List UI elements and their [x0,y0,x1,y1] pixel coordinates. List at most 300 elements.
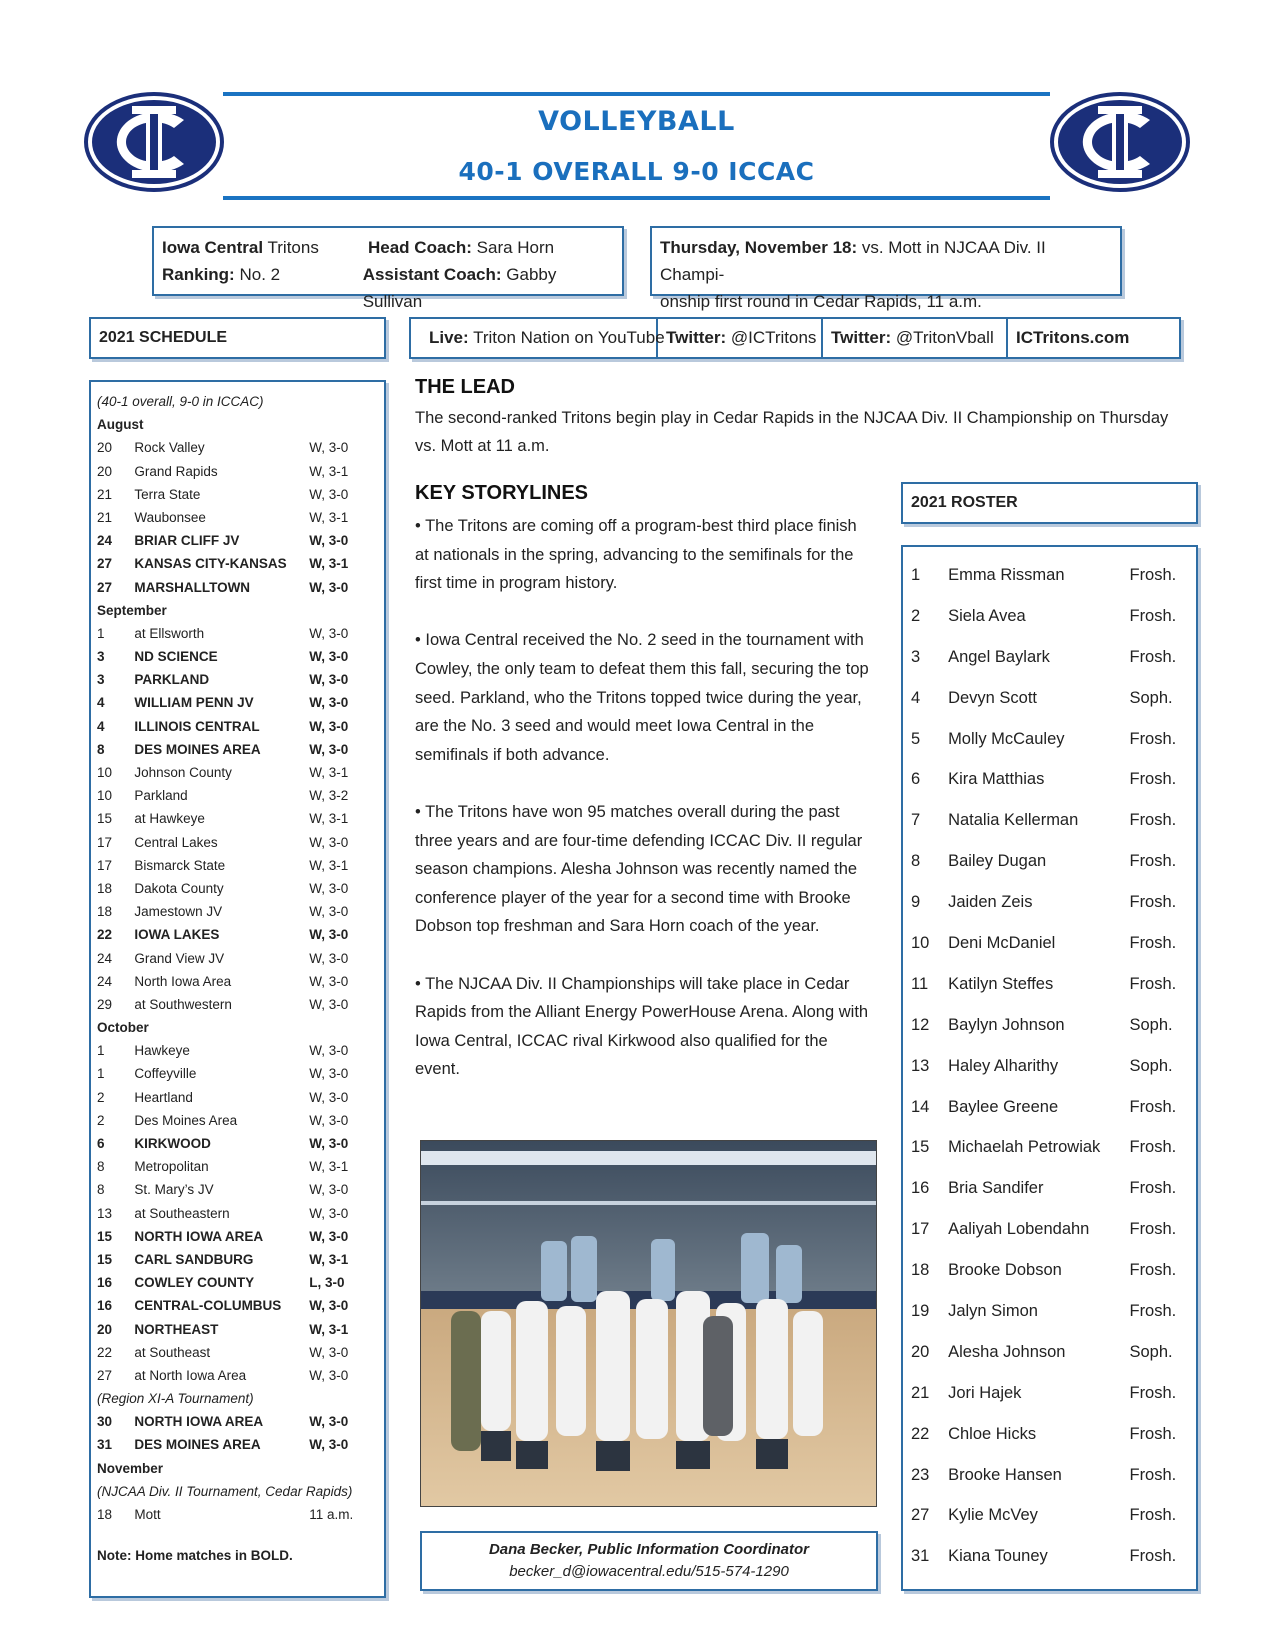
game-date: 3 [97,672,105,688]
roster-row [911,923,1188,964]
game-date: 8 [97,1159,105,1175]
game-opponent: WILLIAM PENN JV [134,695,254,711]
game-date: 22 [97,1344,113,1360]
schedule-row [97,1109,378,1132]
roster-row [911,1536,1188,1577]
game-opponent: Grand View JV [134,950,225,966]
ranking-label: Ranking: [162,265,235,284]
schedule-row [97,460,378,483]
roster-row [911,1087,1188,1128]
game-opponent: IOWA LAKES [134,927,220,943]
player-name: Jori Hajek [948,1383,1022,1402]
schedule-summary: (40-1 overall, 9-0 in ICCAC) [97,394,264,409]
link-twitter-ictritons[interactable]: Twitter: @ICTritons [658,319,823,357]
storylines [415,512,875,1112]
game-date: 18 [97,880,113,896]
schedule-row [97,552,378,575]
game-opponent: Johnson County [134,765,232,780]
player-number: 13 [911,1056,930,1075]
game-date: 29 [97,996,113,1012]
game-date: 21 [97,486,113,502]
game-date: 20 [97,463,113,479]
schedule-row [97,506,378,529]
game-opponent: Bismarck State [134,857,226,873]
ranking-value: No. 2 [234,265,281,284]
game-opponent: Waubonsee [134,509,206,525]
roster-list [911,555,1188,1577]
game-result: W, 3-1 [309,857,349,873]
storyline-4: • The NJCAA Div. II Championships will take place in Cedar Rapids from the Alliant Energy PowerHouse Arena. Along with Iowa Central, ICCAC rival Kirkwood also qualified for the event. [415,974,869,1079]
player-number: 15 [911,1138,930,1157]
schedule-row [97,1202,378,1225]
roster-row [911,759,1188,800]
game-result: W, 3-0 [309,880,349,896]
schedule-row [97,529,378,552]
schedule-row [97,483,378,506]
schedule-row [97,970,378,993]
game-result: W, 3-0 [309,1066,349,1082]
game-opponent: North Iowa Area [134,973,232,989]
game-date: 16 [97,1298,113,1314]
game-opponent: at Southeast [134,1344,211,1360]
game-opponent: NORTHEAST [134,1321,219,1337]
player-number: 10 [911,934,930,953]
game-result: W, 3-1 [309,1159,349,1175]
player-number: 17 [911,1220,930,1239]
game-result: W, 3-0 [309,1112,349,1128]
game-result: W, 3-1 [309,463,349,479]
schedule-row [97,1062,378,1085]
game-opponent: CENTRAL-COLUMBUS [134,1298,282,1314]
game-opponent: at Hawkeye [134,811,205,827]
schedule-row [97,1410,378,1433]
game-opponent: at Southwestern [134,996,232,1012]
schedule-row [97,1132,378,1155]
ic-logo-right [1050,92,1190,192]
game-result: W, 3-2 [309,788,349,804]
storyline-1: • The Tritons are coming off a program-best third place finish at nationals in the spring, advancing to the semifinals for the first time in program history. [415,517,857,593]
roster-row [911,719,1188,760]
game-result: W, 3-1 [309,1251,349,1267]
game-result: W, 3-0 [309,996,349,1012]
game-date: 20 [97,1321,113,1337]
title-block [223,92,1050,200]
roster-row [911,596,1188,637]
link-twitter-tritonvball[interactable]: Twitter: @TritonVball [823,319,1008,357]
player-year: Frosh. [1129,566,1177,584]
game-date: 21 [97,509,113,525]
roster-row [911,1250,1188,1291]
game-opponent: Terra State [134,486,201,502]
game-text-2: onship first round in Cedar Rapids, 11 a.m. [660,292,982,311]
roster-row [911,1332,1188,1373]
game-result: 11 a.m. [309,1507,354,1522]
roster-row [911,678,1188,719]
ic-logo-left [84,92,224,192]
roster-row [911,964,1188,1005]
schedule-box [89,380,386,1598]
storylines-title: KEY STORYLINES [415,482,589,504]
schedule-row [97,738,378,761]
roster-box [901,545,1198,1591]
player-name: Natalia Kellerman [948,811,1079,830]
asst-coach-value: Gabby Sullivan [362,265,557,311]
game-date: 17 [97,857,113,873]
season-record: 40-1 OVERALL 9-0 ICCAC [458,157,815,186]
roster-row [911,1373,1188,1414]
roster-heading: 2021 ROSTER [901,482,1198,524]
game-opponent: NORTH IOWA AREA [134,1228,264,1244]
schedule-row [97,576,378,599]
game-opponent: KIRKWOOD [134,1136,211,1151]
game-result: W, 3-0 [309,1367,349,1383]
schedule-row [97,900,378,923]
player-year: Soph. [1129,1056,1173,1075]
game-date: 10 [97,765,113,780]
schedule-row [97,436,378,459]
player-name: Baylyn Johnson [948,1015,1065,1034]
player-year: Frosh. [1129,1547,1177,1566]
team-photo [420,1140,877,1507]
game-result: W, 3-1 [309,1321,349,1337]
player-number: 14 [911,1097,930,1116]
player-number: 27 [911,1506,930,1525]
player-name: Bailey Dugan [948,852,1047,871]
game-opponent: COWLEY COUNTY [134,1275,255,1291]
school-mascot: Tritons [263,238,319,257]
schedule-row [97,1271,378,1294]
game-date: 15 [97,811,113,827]
team-info-box [152,226,624,311]
player-number: 22 [911,1424,930,1443]
month-october: October [97,1020,149,1036]
schedule-row [97,1294,378,1317]
player-number: 7 [911,811,921,830]
lead-text: The second-ranked Tritons begin play in Cedar Rapids in the NJCAA Div. II Championship on Thursday vs. Mott at 11 a.m. [415,409,1169,455]
player-year: Frosh. [1129,729,1177,748]
player-year: Soph. [1129,1342,1173,1361]
game-date: 20 [97,440,113,456]
game-opponent: Mott [134,1507,161,1522]
player-name: Molly McCauley [948,729,1065,748]
schedule-row [97,1341,378,1364]
game-opponent: DES MOINES AREA [134,741,261,757]
player-name: Deni McDaniel [948,934,1056,953]
player-year: Frosh. [1129,974,1177,993]
roster-row [911,1168,1188,1209]
schedule-row [97,784,378,807]
game-result: W, 3-0 [309,672,349,688]
game-result: W, 3-0 [309,1344,349,1360]
game-date: 30 [97,1414,113,1430]
game-result: L, 3-0 [309,1275,345,1291]
roster-row [911,637,1188,678]
roster-row [911,841,1188,882]
game-result: W, 3-0 [309,1136,349,1151]
roster-row [911,555,1188,596]
roster-row [911,1455,1188,1496]
november-games [97,1503,378,1526]
roster-row [911,1209,1188,1250]
schedule-row [97,691,378,714]
game-date: 3 [97,649,105,665]
player-year: Frosh. [1129,1424,1177,1443]
game-opponent: ND SCIENCE [134,649,218,665]
game-date: 27 [97,556,113,572]
tournament-note: (NJCAA Div. II Tournament, Cedar Rapids) [97,1483,353,1499]
player-year: Frosh. [1129,1302,1177,1321]
schedule-row [97,1086,378,1109]
game-result: W, 3-0 [309,440,349,456]
player-name: Baylee Greene [948,1097,1059,1116]
schedule-row [97,645,378,668]
player-number: 2 [911,606,921,625]
storyline-3: • The Tritons have won 95 matches overall during the past three years and are four-time defending ICCAC Div. II regular season champions. Alesha Johnson was recently named the conference player of the year for a second time with Brooke Dobson top freshman and Sara Horn coach of the year. [415,802,863,936]
roster-row [911,882,1188,923]
player-number: 4 [911,688,921,707]
player-year: Frosh. [1129,770,1177,789]
game-result: W, 3-0 [309,649,349,665]
game-result: W, 3-1 [309,509,349,525]
player-number: 20 [911,1342,930,1361]
roster-row [911,800,1188,841]
game-opponent: Grand Rapids [134,463,218,479]
player-name: Katilyn Steffes [948,974,1054,993]
game-date: 8 [97,741,105,757]
player-year: Frosh. [1129,1506,1177,1525]
schedule-row [97,715,378,738]
game-result: W, 3-0 [309,1205,349,1221]
schedule-row [97,1433,378,1456]
month-september: September [97,602,167,618]
game-opponent: PARKLAND [134,672,210,688]
link-live[interactable]: Live: Triton Nation on YouTube [411,319,658,357]
player-year: Frosh. [1129,852,1177,871]
player-name: Brooke Dobson [948,1261,1062,1280]
player-number: 5 [911,729,921,748]
game-result: W, 3-0 [309,695,349,711]
player-name: Jalyn Simon [948,1302,1038,1321]
september-games [97,622,378,1016]
player-year: Frosh. [1129,1465,1177,1484]
links-bar [409,317,1181,359]
game-opponent: MARSHALLTOWN [134,579,251,595]
contact-details[interactable]: becker_d@iowacentral.edu/515-574-1290 [509,1563,789,1580]
game-result: W, 3-0 [309,973,349,989]
player-year: Soph. [1129,688,1173,707]
player-year: Frosh. [1129,811,1177,830]
schedule-row [97,622,378,645]
player-year: Soph. [1129,1015,1173,1034]
game-opponent: CARL SANDBURG [134,1251,254,1267]
game-date: 18 [97,1507,113,1522]
player-number: 8 [911,852,921,871]
player-number: 16 [911,1179,930,1198]
game-opponent: Parkland [134,788,188,804]
month-august: August [97,417,144,433]
schedule-row [97,923,378,946]
schedule-row [97,877,378,900]
august-games [97,436,378,598]
game-result: W, 3-0 [309,741,349,757]
player-number: 12 [911,1015,930,1034]
roster-row [911,1127,1188,1168]
game-opponent: St. Mary’s JV [134,1182,214,1198]
region-note: (Region XI-A Tournament) [97,1391,254,1407]
player-name: Bria Sandifer [948,1179,1044,1198]
lead-title: THE LEAD [415,376,515,398]
schedule-row [97,1318,378,1341]
game-date: 24 [97,533,113,549]
game-date: 4 [97,695,105,711]
month-november: November [97,1460,164,1476]
storyline-2: • Iowa Central received the No. 2 seed in the tournament with Cowley, the only team to defeat them this fall, securing the top seed. Parkland, who the Tritons topped twice during the year, are the No. 3 seed and would meet Iowa Central in the semifinals if both advance. [415,631,869,764]
game-result: W, 3-1 [309,556,349,572]
roster-row [911,1495,1188,1536]
game-result: W, 3-1 [309,811,349,827]
asst-coach-label: Assistant Coach: [362,265,502,284]
october-games [97,1039,378,1387]
link-website[interactable]: ICTritons.com [1016,328,1130,347]
game-date: 4 [97,718,105,734]
player-year: Frosh. [1129,1097,1177,1116]
game-result: W, 3-0 [309,1298,349,1314]
player-year: Frosh. [1129,893,1177,912]
game-date: 27 [97,579,113,595]
game-result: W, 3-0 [309,1437,349,1453]
schedule-footnote: Note: Home matches in BOLD. [97,1548,293,1564]
schedule-row [97,1039,378,1062]
game-result: W, 3-0 [309,1414,349,1430]
game-date: 16 [97,1275,113,1291]
game-date: 24 [97,973,113,989]
game-opponent: Des Moines Area [134,1112,238,1128]
player-year: Frosh. [1129,606,1177,625]
player-name: Jaiden Zeis [948,893,1033,912]
game-date: 2 [97,1089,105,1105]
game-result: W, 3-0 [309,1043,349,1059]
player-name: Siela Avea [948,606,1026,625]
schedule-row [97,993,378,1016]
game-result: W, 3-0 [309,1182,349,1198]
game-date: 22 [97,927,113,943]
game-result: W, 3-0 [309,950,349,966]
game-date: 2 [97,1112,105,1128]
head-coach-label: Head Coach: [368,238,472,257]
game-opponent: DES MOINES AREA [134,1437,261,1453]
schedule-row [97,668,378,691]
player-year: Frosh. [1129,647,1177,666]
schedule-heading: 2021 SCHEDULE [89,317,386,359]
roster-row [911,1414,1188,1455]
player-number: 18 [911,1261,930,1280]
game-opponent: Heartland [134,1089,193,1105]
game-date: 17 [97,834,113,850]
contact-box [420,1531,878,1591]
game-date: Thursday, November 18: [660,238,858,257]
game-result: W, 3-0 [309,486,349,502]
game-result: W, 3-0 [309,834,349,850]
game-opponent: at North Iowa Area [134,1367,247,1383]
roster-row [911,1046,1188,1087]
game-result: W, 3-0 [309,625,349,641]
game-date: 10 [97,788,113,804]
game-opponent: Metropolitan [134,1159,209,1175]
player-name: Kiana Touney [948,1547,1048,1566]
game-date: 18 [97,904,113,920]
school-name: Iowa Central [162,238,264,257]
game-result: W, 3-0 [309,533,349,549]
game-opponent: Jamestown JV [134,904,223,920]
game-opponent: ILLINOIS CENTRAL [134,718,260,734]
game-result: W, 3-0 [309,927,349,943]
schedule-row [97,854,378,877]
player-year: Frosh. [1129,1138,1177,1157]
game-result: W, 3-0 [309,1228,349,1244]
player-name: Michaelah Petrowiak [948,1138,1101,1157]
schedule-row [97,1503,378,1526]
region-games [97,1410,378,1456]
game-result: W, 3-0 [309,579,349,595]
player-name: Emma Rissman [948,566,1065,584]
page-title: VOLLEYBALL [538,106,735,137]
game-opponent: Rock Valley [134,440,205,456]
player-number: 9 [911,893,921,912]
player-name: Kira Matthias [948,770,1045,789]
roster-row [911,1005,1188,1046]
game-date: 1 [97,1043,105,1059]
player-number: 6 [911,770,921,789]
player-number: 19 [911,1302,930,1321]
game-opponent: Dakota County [134,880,224,896]
game-opponent: KANSAS CITY-KANSAS [134,556,287,572]
contact-name: Dana Becker, Public Information Coordinator [488,1541,810,1558]
roster-row [911,1291,1188,1332]
game-opponent: BRIAR CLIFF JV [134,533,240,549]
player-year: Frosh. [1129,1261,1177,1280]
game-date: 15 [97,1251,113,1267]
game-date: 24 [97,950,113,966]
player-number: 31 [911,1547,930,1566]
player-year: Frosh. [1129,1383,1177,1402]
schedule-row [97,1225,378,1248]
player-name: Devyn Scott [948,688,1038,707]
player-name: Brooke Hansen [948,1465,1062,1484]
game-result: W, 3-1 [309,765,349,780]
schedule-row [97,1178,378,1201]
game-opponent: NORTH IOWA AREA [134,1414,264,1430]
next-game-box [650,226,1122,311]
schedule-row [97,1248,378,1271]
player-name: Aaliyah Lobendahn [948,1220,1090,1239]
game-date: 8 [97,1182,105,1198]
game-date: 15 [97,1228,113,1244]
game-date: 27 [97,1367,113,1383]
game-date: 31 [97,1437,113,1453]
player-number: 3 [911,647,921,666]
player-name: Angel Baylark [948,647,1050,666]
game-opponent: Central Lakes [134,834,218,850]
player-year: Frosh. [1129,1220,1177,1239]
player-name: Kylie McVey [948,1506,1038,1525]
game-date: 13 [97,1205,113,1221]
game-opponent: at Southeastern [134,1205,230,1221]
game-result: W, 3-0 [309,904,349,920]
game-date: 1 [97,1066,105,1082]
player-number: 21 [911,1383,930,1402]
game-result: W, 3-0 [309,718,349,734]
game-opponent: Hawkeye [134,1043,190,1059]
